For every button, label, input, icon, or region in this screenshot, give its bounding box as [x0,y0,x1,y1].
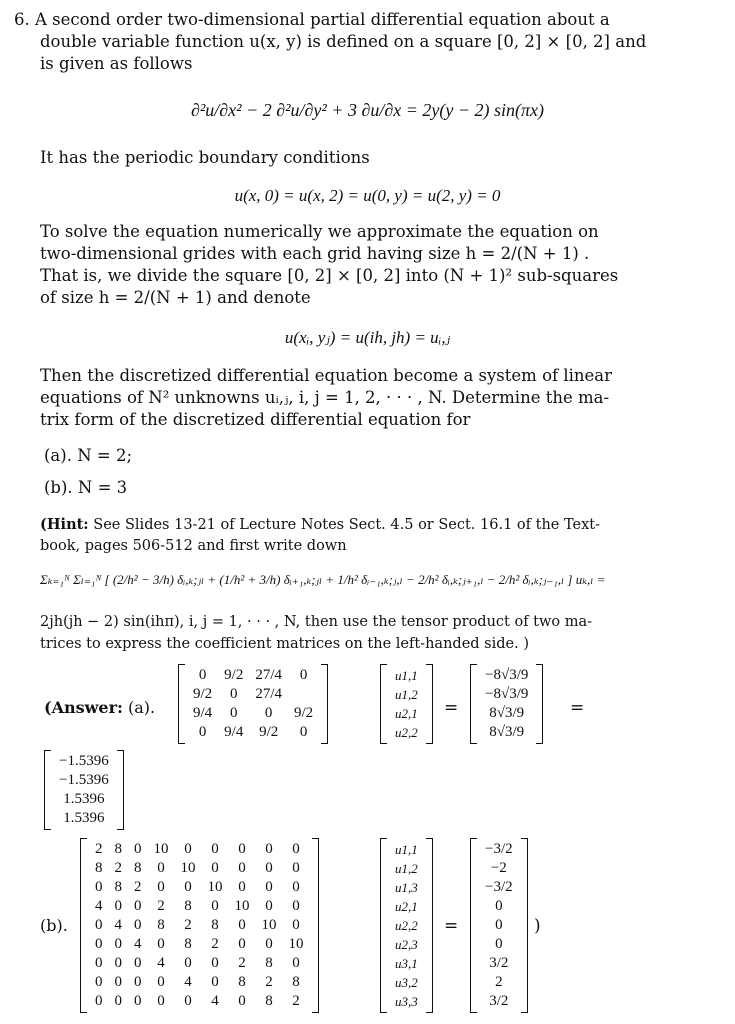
rhs-b-cell: −3/2 [485,841,513,857]
matrix-b-cell: 0 [157,879,165,895]
unknowns-b-cell: u3,1 [395,956,418,971]
matrix-a [178,664,328,744]
matrix-b-cell: 0 [95,955,103,971]
unknowns-b-row [389,878,424,897]
rhs-a-numeric-row [53,790,115,809]
unknowns-b-cell: u2,2 [395,918,418,933]
rhs-a-numeric-cell: −1.5396 [59,753,109,769]
matrix-a-row [187,723,319,742]
matrix-b-cell: 2 [134,879,142,895]
unknowns-b-row [389,973,424,992]
answer-close-paren: ) [534,916,541,936]
grid-equation: u(xᵢ, yⱼ) = u(ih, jh) = uᵢ,ⱼ [284,328,451,347]
matrix-b-cell: 0 [238,879,246,895]
rhs-b-row [479,916,519,935]
matrix-b-cell: 2 [95,841,103,857]
matrix-b-cell: 0 [134,917,142,933]
unknowns-a-row [389,723,424,742]
matrix-b-cell: 2 [265,974,273,990]
matrix-a-cell: 9/2 [294,705,314,721]
equals-a: = [444,698,459,718]
matrix-b-cell: 8 [238,974,246,990]
matrix-b-cell: 0 [134,974,142,990]
para3-line-3: trix form of the discretized differential equation for [40,410,471,429]
rhs-b-row [479,859,519,878]
rhs-b-row [479,954,519,973]
equals-a2: = [570,698,585,718]
rhs-b-cell: −3/2 [485,879,513,895]
matrix-b-cell: 0 [292,879,300,895]
matrix-b-cell: 0 [238,860,246,876]
matrix-b-cell: 0 [114,955,122,971]
rhs-a-row [479,704,534,723]
matrix-b-row [89,916,310,935]
problem-line-3: is given as follows [40,54,193,73]
matrix-b-cell: 2 [211,936,219,952]
para2-line-2: two-dimensional grides with each grid having size h = 2/(N + 1) . [40,244,590,263]
unknowns-b-row [389,992,424,1011]
matrix-b-cell: 0 [211,860,219,876]
matrix-b-cell: 8 [157,917,165,933]
matrix-b-cell: 0 [211,955,219,971]
matrix-b-cell: 0 [238,841,246,857]
matrix-a-cell: 0 [198,724,207,740]
matrix-b-cell: 8 [292,974,300,990]
rhs-a-row [479,666,534,685]
matrix-b-cell: 8 [134,860,142,876]
unknowns-b-row [389,859,424,878]
matrix-a-cell: 9/4 [193,705,213,721]
matrix-b-cell: 8 [265,955,273,971]
matrix-a-cell: 0 [198,667,207,683]
rhs-b-cell: 2 [495,974,503,990]
matrix-b-cell: 10 [207,879,223,895]
matrix-a-cell: 27/4 [255,686,283,702]
matrix-b-cell: 4 [184,974,192,990]
rhs-a [470,664,543,744]
matrix-b-row [89,954,310,973]
rhs-a-numeric-cell: 1.5396 [63,810,105,826]
unknowns-a-cell: u2,2 [395,725,418,740]
rhs-b-row [479,878,519,897]
equals-b: = [444,916,459,936]
matrix-b-cell: 0 [95,974,103,990]
rhs-a-numeric [44,750,124,830]
matrix-b-cell: 10 [261,917,277,933]
unknowns-b-row [389,897,424,916]
unknowns-a-cell: u1,2 [395,687,418,702]
rhs-b-row [479,973,519,992]
matrix-a-cell: 9/2 [193,686,213,702]
unknowns-b-cell: u1,2 [395,861,418,876]
rhs-a-numeric-row [53,771,115,790]
hint-line-2: book, pages 506-512 and first write down [40,538,347,554]
matrix-b-cell: 0 [95,936,103,952]
matrix-b-cell: 4 [95,898,103,914]
part-b: (b). N = 3 [44,478,128,497]
matrix-b [80,838,319,1013]
matrix-b-cell: 0 [184,841,192,857]
unknowns-b-cell: u3,2 [395,975,418,990]
matrix-b-cell: 0 [134,993,142,1009]
para3-line-1: Then the discretized differential equation become a system of linear [40,366,613,385]
matrix-b-cell: 0 [134,841,142,857]
boundary-conditions: u(x, 0) = u(x, 2) = u(0, y) = u(2, y) = 0 [234,186,501,205]
rhs-a-cell: −8√3/9 [485,667,529,683]
unknowns-a-row [389,685,424,704]
matrix-b-cell: 0 [157,993,165,1009]
matrix-b-cell: 0 [211,898,219,914]
matrix-b-cell: 0 [184,955,192,971]
matrix-a-cell: 0 [299,667,308,683]
rhs-a-row [479,723,534,742]
matrix-b-cell: 0 [211,974,219,990]
matrix-b-cell: 2 [157,898,165,914]
matrix-b-cell: 0 [184,879,192,895]
unknowns-a-row [389,704,424,723]
matrix-b-cell: 8 [95,860,103,876]
matrix-b-cell: 8 [265,993,273,1009]
matrix-b-cell: 10 [153,841,169,857]
matrix-b-cell: 4 [211,993,219,1009]
hint-cont: 2jh(jh − 2) sin(ihπ), i, j = 1, · · · , N, then use the tensor product of two ma- [40,614,593,630]
pde-equation: ∂²u/∂x² − 2 ∂²u/∂y² + 3 ∂u/∂x = 2y(y − 2) sin(πx) [191,100,544,120]
unknowns-b-row [389,840,424,859]
matrix-a-row [187,666,319,685]
rhs-b-row [479,840,519,859]
matrix-a-cell: 0 [230,686,238,702]
rhs-b-cell: −2 [490,860,507,876]
rhs-a-cell: −8√3/9 [485,686,529,702]
rhs-b-cell: 0 [495,936,503,952]
matrix-a-cell [288,685,319,704]
unknowns-b [380,838,433,1013]
matrix-b-cell: 4 [157,955,165,971]
matrix-b-cell: 0 [95,879,103,895]
matrix-b-row [89,878,310,897]
matrix-b-cell: 0 [134,898,142,914]
matrix-b-cell: 2 [292,993,300,1009]
unknowns-b-cell: u2,3 [395,937,418,952]
rhs-b-row [479,992,519,1011]
matrix-b-cell: 8 [114,841,122,857]
unknowns-a [380,664,433,744]
unknowns-a-cell: u2,1 [395,706,418,721]
matrix-a-cell: 9/2 [259,724,279,740]
bc-intro: It has the periodic boundary conditions [40,148,370,167]
hint-formula: Σₖ₌₁ᴺ Σₗ₌₁ᴺ [ (2/h² − 3/h) δᵢ,ₖ;ⱼₗ + (1/h² + 3/h) δᵢ₊₁,ₖ;ⱼₗ + 1/h² δᵢ₋₁,ₖ;ⱼ,ₗ − 2/h² δᵢ,ₖ;ⱼ₊₁,ₗ − 2/h² δᵢ,ₖ;ⱼ₋₁,ₗ ] uₖ,ₗ = [40,572,606,587]
matrix-b-cell: 0 [292,841,300,857]
unknowns-b-cell: u1,1 [395,842,418,857]
matrix-b-row [89,973,310,992]
unknowns-b-cell: u1,3 [395,880,418,895]
matrix-b-cell: 0 [157,860,165,876]
matrix-b-cell: 0 [95,993,103,1009]
matrix-b-cell: 0 [292,955,300,971]
matrix-b-cell: 8 [184,898,192,914]
matrix-b-cell: 8 [211,917,219,933]
hint-cont2: trices to express the coefficient matrices on the left-handed side. ) [40,636,529,652]
unknowns-b-cell: u2,1 [395,899,418,914]
answer-part-a-label: (a). [128,698,156,717]
matrix-b-cell: 0 [238,936,246,952]
rhs-a-numeric-row [53,809,115,828]
rhs-a-numeric-cell: 1.5396 [63,791,105,807]
rhs-a-cell: 8√3/9 [489,724,525,740]
matrix-b-cell: 10 [288,936,304,952]
rhs-a-numeric-row [53,752,115,771]
matrix-a-cell: 9/4 [224,724,244,740]
matrix-b-cell: 4 [134,936,142,952]
matrix-a-cell: 27/4 [255,667,283,683]
para3-line-2: equations of N² unknowns uᵢ,ⱼ, i, j = 1, 2, · · · , N. Determine the ma- [40,388,610,407]
unknowns-b-row [389,935,424,954]
unknowns-a-row [389,666,424,685]
matrix-b-cell: 0 [292,898,300,914]
matrix-b-cell: 0 [157,974,165,990]
rhs-b-cell: 0 [495,917,503,933]
answer-part-b-label: (b). [40,916,68,935]
matrix-b-cell: 0 [211,841,219,857]
matrix-b-cell: 0 [292,860,300,876]
hint-line-1 [40,516,600,533]
matrix-b-cell: 0 [114,974,122,990]
matrix-b-cell: 0 [157,936,165,952]
matrix-a-cell: 0 [299,724,308,740]
matrix-a-cell: 0 [264,705,273,721]
hint-text-1: See Slides 13-21 of Lecture Notes Sect. 4.5 or Sect. 16.1 of the Text- [88,517,601,533]
matrix-b-cell: 0 [265,860,273,876]
matrix-b-cell: 0 [265,841,273,857]
para2-line-4: of size h = 2/(N + 1) and denote [40,288,311,307]
matrix-b-cell: 0 [114,898,122,914]
matrix-b-row [89,897,310,916]
matrix-b-cell: 0 [114,936,122,952]
matrix-b-cell: 0 [265,898,273,914]
matrix-b-cell: 10 [180,860,196,876]
matrix-b-row [89,840,310,859]
rhs-a-numeric-cell: −1.5396 [59,772,109,788]
hint-label: (Hint: [40,516,89,533]
rhs-b-row [479,897,519,916]
matrix-b-row [89,992,310,1011]
problem-line-1: 6. A second order two-dimensional partial differential equation about a [14,10,610,29]
unknowns-b-cell: u3,3 [395,994,418,1009]
rhs-b-row [479,935,519,954]
matrix-b-cell: 0 [238,993,246,1009]
rhs-b-cell: 0 [495,898,503,914]
matrix-b-cell: 2 [184,917,192,933]
matrix-b-cell: 0 [265,879,273,895]
matrix-b-cell: 0 [238,917,246,933]
part-a: (a). N = 2; [44,446,133,465]
matrix-a-cell: 9/2 [224,667,244,683]
matrix-b-cell: 0 [265,936,273,952]
rhs-b-cell: 3/2 [489,955,509,971]
matrix-b-cell: 4 [114,917,122,933]
matrix-b-cell: 8 [184,936,192,952]
answer-label [44,698,155,717]
unknowns-a-cell: u1,1 [395,668,418,683]
rhs-b-cell: 3/2 [489,993,509,1009]
matrix-b-cell: 8 [114,879,122,895]
matrix-b-row [89,935,310,954]
para2-line-1: To solve the equation numerically we approximate the equation on [40,222,599,241]
matrix-b-cell: 0 [292,917,300,933]
rhs-b [470,838,528,1013]
matrix-b-cell: 10 [234,898,250,914]
unknowns-b-row [389,954,424,973]
matrix-b-cell: 0 [114,993,122,1009]
matrix-a-cell: 0 [230,705,238,721]
matrix-b-cell: 2 [238,955,246,971]
rhs-a-row [479,685,534,704]
rhs-a-cell: 8√3/9 [489,705,525,721]
problem-line-2: double variable function u(x, y) is defined on a square [0, 2] × [0, 2] and [40,32,647,51]
matrix-b-cell: 0 [95,917,103,933]
matrix-b-cell: 0 [184,993,192,1009]
matrix-a-row [187,704,319,723]
matrix-a-row [187,685,319,704]
answer-label-text: (Answer: [44,698,123,717]
matrix-b-cell: 0 [134,955,142,971]
para2-line-3: That is, we divide the square [0, 2] × [0, 2] into (N + 1)² sub-squares [40,266,619,285]
matrix-b-row [89,859,310,878]
matrix-b-cell: 2 [114,860,122,876]
unknowns-b-row [389,916,424,935]
